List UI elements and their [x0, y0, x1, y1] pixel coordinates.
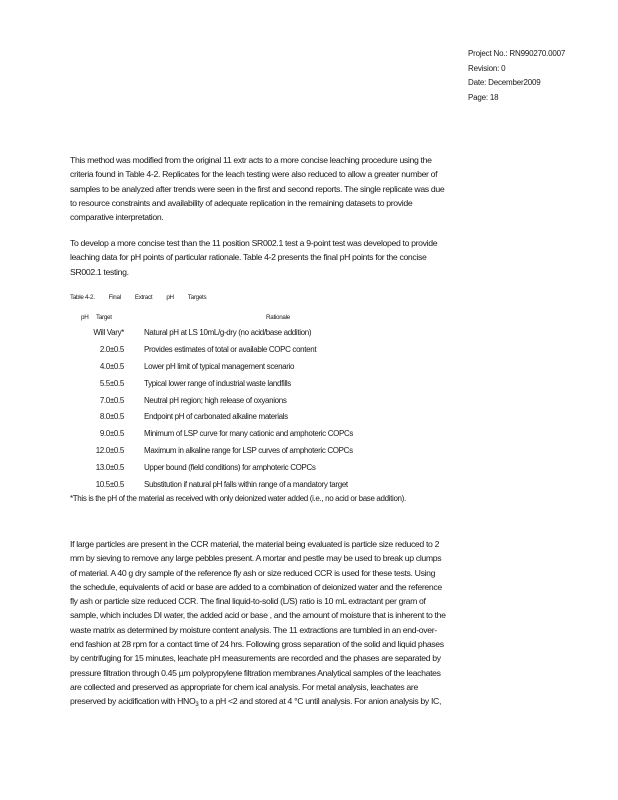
text-line: are collected and preserved as appropriate for chem ical analysis. For metal analysis, leachates are [70, 681, 418, 692]
text-line: sample, which includes DI water, the added acid or base , and the amount of moisture that is inherent to the [70, 610, 446, 621]
table-footnote: *This is the pH of the material as received with only deionized water added (i.e., no acid or base addition). [70, 494, 406, 503]
caption-word: pH [166, 294, 174, 301]
table-caption [70, 294, 220, 301]
rationale-text: Neutral pH region; high release of oxyanions [144, 395, 287, 405]
ph-target-value: Will Vary* [93, 328, 124, 337]
ph-target-value: 7.0±0.5 [99, 395, 124, 405]
rationale-text: Minimum of LSP curve for many cationic and amphoteric COPCs [144, 429, 354, 439]
text-line: to resource constraints and availability of adequate replication in the remaining datasets to provide [70, 197, 413, 208]
ph-target-value: 12.0±0.5 [95, 446, 124, 456]
paragraph-concise-test [70, 236, 540, 279]
column-header-rationale: Rationale [266, 314, 290, 321]
rationale-text: Endpoint pH of carbonated alkaline materials [144, 412, 288, 422]
ph-target-value: 4.0±0.5 [99, 361, 124, 371]
text-line: pressure filtration through 0.45 µm polypropylene filtration membranes Analytical samples of the leachates [70, 667, 441, 678]
rationale-text: Maximum in alkaline range for LSP curves of amphoteric COPCs [144, 446, 353, 456]
ph-target-value: 5.5±0.5 [99, 378, 124, 388]
text-line: comparative interpretation. [70, 212, 164, 223]
page-number: Page: 18 [468, 92, 499, 102]
caption-word: Targets [187, 294, 207, 301]
ph-target-value: 2.0±0.5 [99, 344, 124, 354]
rationale-text: Upper bound (field conditions) for amphoteric COPCs [144, 463, 316, 473]
text-line [70, 694, 540, 712]
text-line: samples to be analyzed after trends were seen in the first and second reports. The single replicate was due [70, 183, 445, 194]
text-line: leaching data for pH points of particular rationale. Table 4-2 presents the final pH points for the concise [70, 252, 427, 263]
column-header-ph: pH [81, 314, 89, 321]
text-line: by centrifuging for 15 minutes, leachate pH measurements are recorded and the phases are separated by [70, 653, 441, 664]
rationale-text: Natural pH at LS 10mL/g-dry (no acid/base addition) [144, 328, 312, 337]
rationale-text: Provides estimates of total or available COPC content [144, 344, 317, 354]
column-header-target: Target [96, 314, 112, 321]
text-line: the schedule, equivalents of acid or base are added to a combination of deionized water and the reference [70, 581, 442, 592]
text-fragment: preserved by acidification with HNO [70, 696, 196, 707]
rationale-text: Substitution if natural pH falls within range of a mandatory target [144, 480, 348, 490]
ph-target-value: 10.5±0.5 [95, 480, 124, 490]
text-line: criteria found in Table 4-2. Replicates for the leach testing were also reduced to allow a greater number of [70, 169, 438, 180]
text-line: This method was modified from the original 11 extr acts to a more concise leaching procedure using the [70, 155, 432, 165]
text-fragment: to a pH <2 and stored at 4 °C until analysis. For anion analysis by IC, [198, 696, 442, 707]
text-line: If large particles are present in the CCR material, the material being evaluated is particle size reduced to 2 [70, 539, 440, 549]
text-line: To develop a more concise test than the 11 position SR002.1 test a 9-point test was developed to provide [70, 238, 438, 248]
text-line: mm by sieving to remove any large pebbles present. A mortar and pestle may be used to break up clumps [70, 553, 442, 564]
document-header [468, 47, 565, 105]
text-line: of material. A 40 g dry sample of the reference fly ash or size reduced CCR is used for these tests. Using [70, 567, 436, 578]
rationale-text: Typical lower range of industrial waste landfills [144, 378, 291, 388]
text-line: fly ash or particle size reduced CCR. The final liquid-to-solid (L/S) ratio is 10 mL extractant per gram of [70, 596, 426, 607]
subscript: 3 [195, 702, 199, 709]
caption-word: Extract [134, 294, 153, 301]
paragraph-method [70, 153, 540, 224]
rationale-text: Lower pH limit of typical management scenario [144, 361, 295, 371]
paragraph-procedure [70, 537, 540, 713]
revision: Revision: 0 [468, 63, 506, 73]
text-line: waste matrix as determined by moisture content analysis. The 11 extractions are tumbled in an end-over- [70, 624, 437, 635]
date: Date: December2009 [468, 78, 541, 87]
ph-target-value: 8.0±0.5 [99, 412, 124, 422]
ph-target-value: 9.0±0.5 [99, 429, 124, 439]
caption-label: Table 4-2. [70, 294, 95, 301]
project-number: Project No.: RN990270.0007 [468, 49, 566, 58]
text-line: SR002.1 testing. [70, 266, 129, 277]
ph-target-value: 13.0±0.5 [95, 463, 124, 473]
caption-word: Final [108, 294, 121, 301]
text-line: end fashion at 28 rpm for a contact time of 24 hrs. Following gross separation of the solid and liquid phases [70, 639, 444, 650]
